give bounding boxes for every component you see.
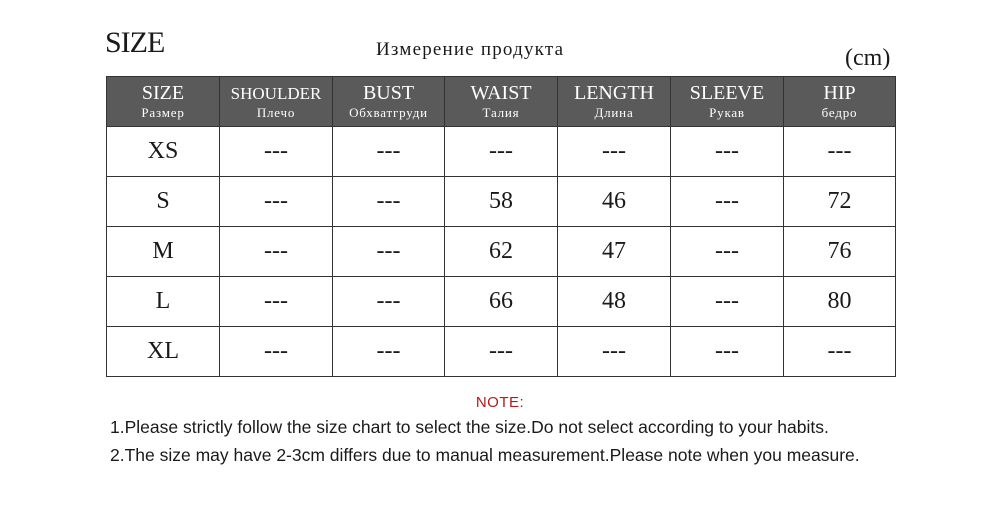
table-row (107, 227, 896, 277)
hip-cell: 76 (784, 227, 896, 277)
column-header-label: LENGTH (574, 81, 654, 104)
column-header-translation: Плечо (256, 104, 296, 120)
length-cell: --- (558, 327, 671, 377)
waist-cell: --- (445, 327, 558, 377)
shoulder-cell: --- (220, 227, 333, 277)
size-cell: S (107, 177, 220, 227)
sleeve-cell: --- (671, 177, 784, 227)
column-header-label: SLEEVE (689, 81, 765, 104)
hip-cell: 80 (784, 277, 896, 327)
column-header-sleeve (671, 77, 784, 127)
table-row (107, 277, 896, 327)
hip-cell: --- (784, 327, 896, 377)
size-title: SIZE (105, 26, 165, 59)
waist-cell: 66 (445, 277, 558, 327)
column-header-translation: Талия (482, 104, 520, 120)
column-header-waist (445, 77, 558, 127)
unit-label: (cm) (845, 45, 891, 71)
length-cell: 46 (558, 177, 671, 227)
column-header-shoulder (220, 77, 333, 127)
notes-section (0, 394, 1000, 465)
table-row (107, 177, 896, 227)
size-cell: XL (107, 327, 220, 377)
shoulder-cell: --- (220, 327, 333, 377)
waist-cell: 62 (445, 227, 558, 277)
hip-cell: --- (784, 127, 896, 177)
bust-cell: --- (333, 177, 445, 227)
table-row (107, 127, 896, 177)
product-measurement-title: Измерение продукта (376, 39, 565, 60)
column-header-translation: бедро (821, 104, 858, 120)
sleeve-cell: --- (671, 227, 784, 277)
table-row (107, 327, 896, 377)
bust-cell: --- (333, 327, 445, 377)
note-title: NOTE: (475, 394, 525, 411)
column-header-translation: Обхватгруди (349, 104, 428, 120)
column-header-translation: Длина (594, 104, 634, 120)
column-header-label: WAIST (470, 81, 532, 104)
sleeve-cell: --- (671, 327, 784, 377)
table-header-row (107, 77, 896, 127)
length-cell: 48 (558, 277, 671, 327)
column-header-label: SIZE (141, 81, 185, 104)
bust-cell: --- (333, 127, 445, 177)
column-header-label: SHOULDER (230, 83, 322, 103)
length-cell: 47 (558, 227, 671, 277)
column-header-hip (784, 77, 896, 127)
note-line-2: 2.The size may have 2-3cm differs due to manual measurement.Please note when you measure. (110, 445, 860, 465)
length-cell: --- (558, 127, 671, 177)
waist-cell: --- (445, 127, 558, 177)
size-cell: L (107, 277, 220, 327)
note-line-1: 1.Please strictly follow the size chart to select the size.Do not select according to your habits. (110, 417, 829, 437)
hip-cell: 72 (784, 177, 896, 227)
sleeve-cell: --- (671, 277, 784, 327)
shoulder-cell: --- (220, 277, 333, 327)
size-cell: XS (107, 127, 220, 177)
sleeve-cell: --- (671, 127, 784, 177)
column-header-translation: Размер (141, 104, 185, 120)
shoulder-cell: --- (220, 177, 333, 227)
waist-cell: 58 (445, 177, 558, 227)
column-header-label: HIP (823, 81, 856, 104)
column-header-size (107, 77, 220, 127)
bust-cell: --- (333, 227, 445, 277)
shoulder-cell: --- (220, 127, 333, 177)
column-header-bust (333, 77, 445, 127)
column-header-translation: Рукав (709, 104, 745, 120)
size-chart-table (106, 76, 896, 377)
size-cell: M (107, 227, 220, 277)
column-header-length (558, 77, 671, 127)
column-header-label: BUST (362, 81, 415, 104)
bust-cell: --- (333, 277, 445, 327)
